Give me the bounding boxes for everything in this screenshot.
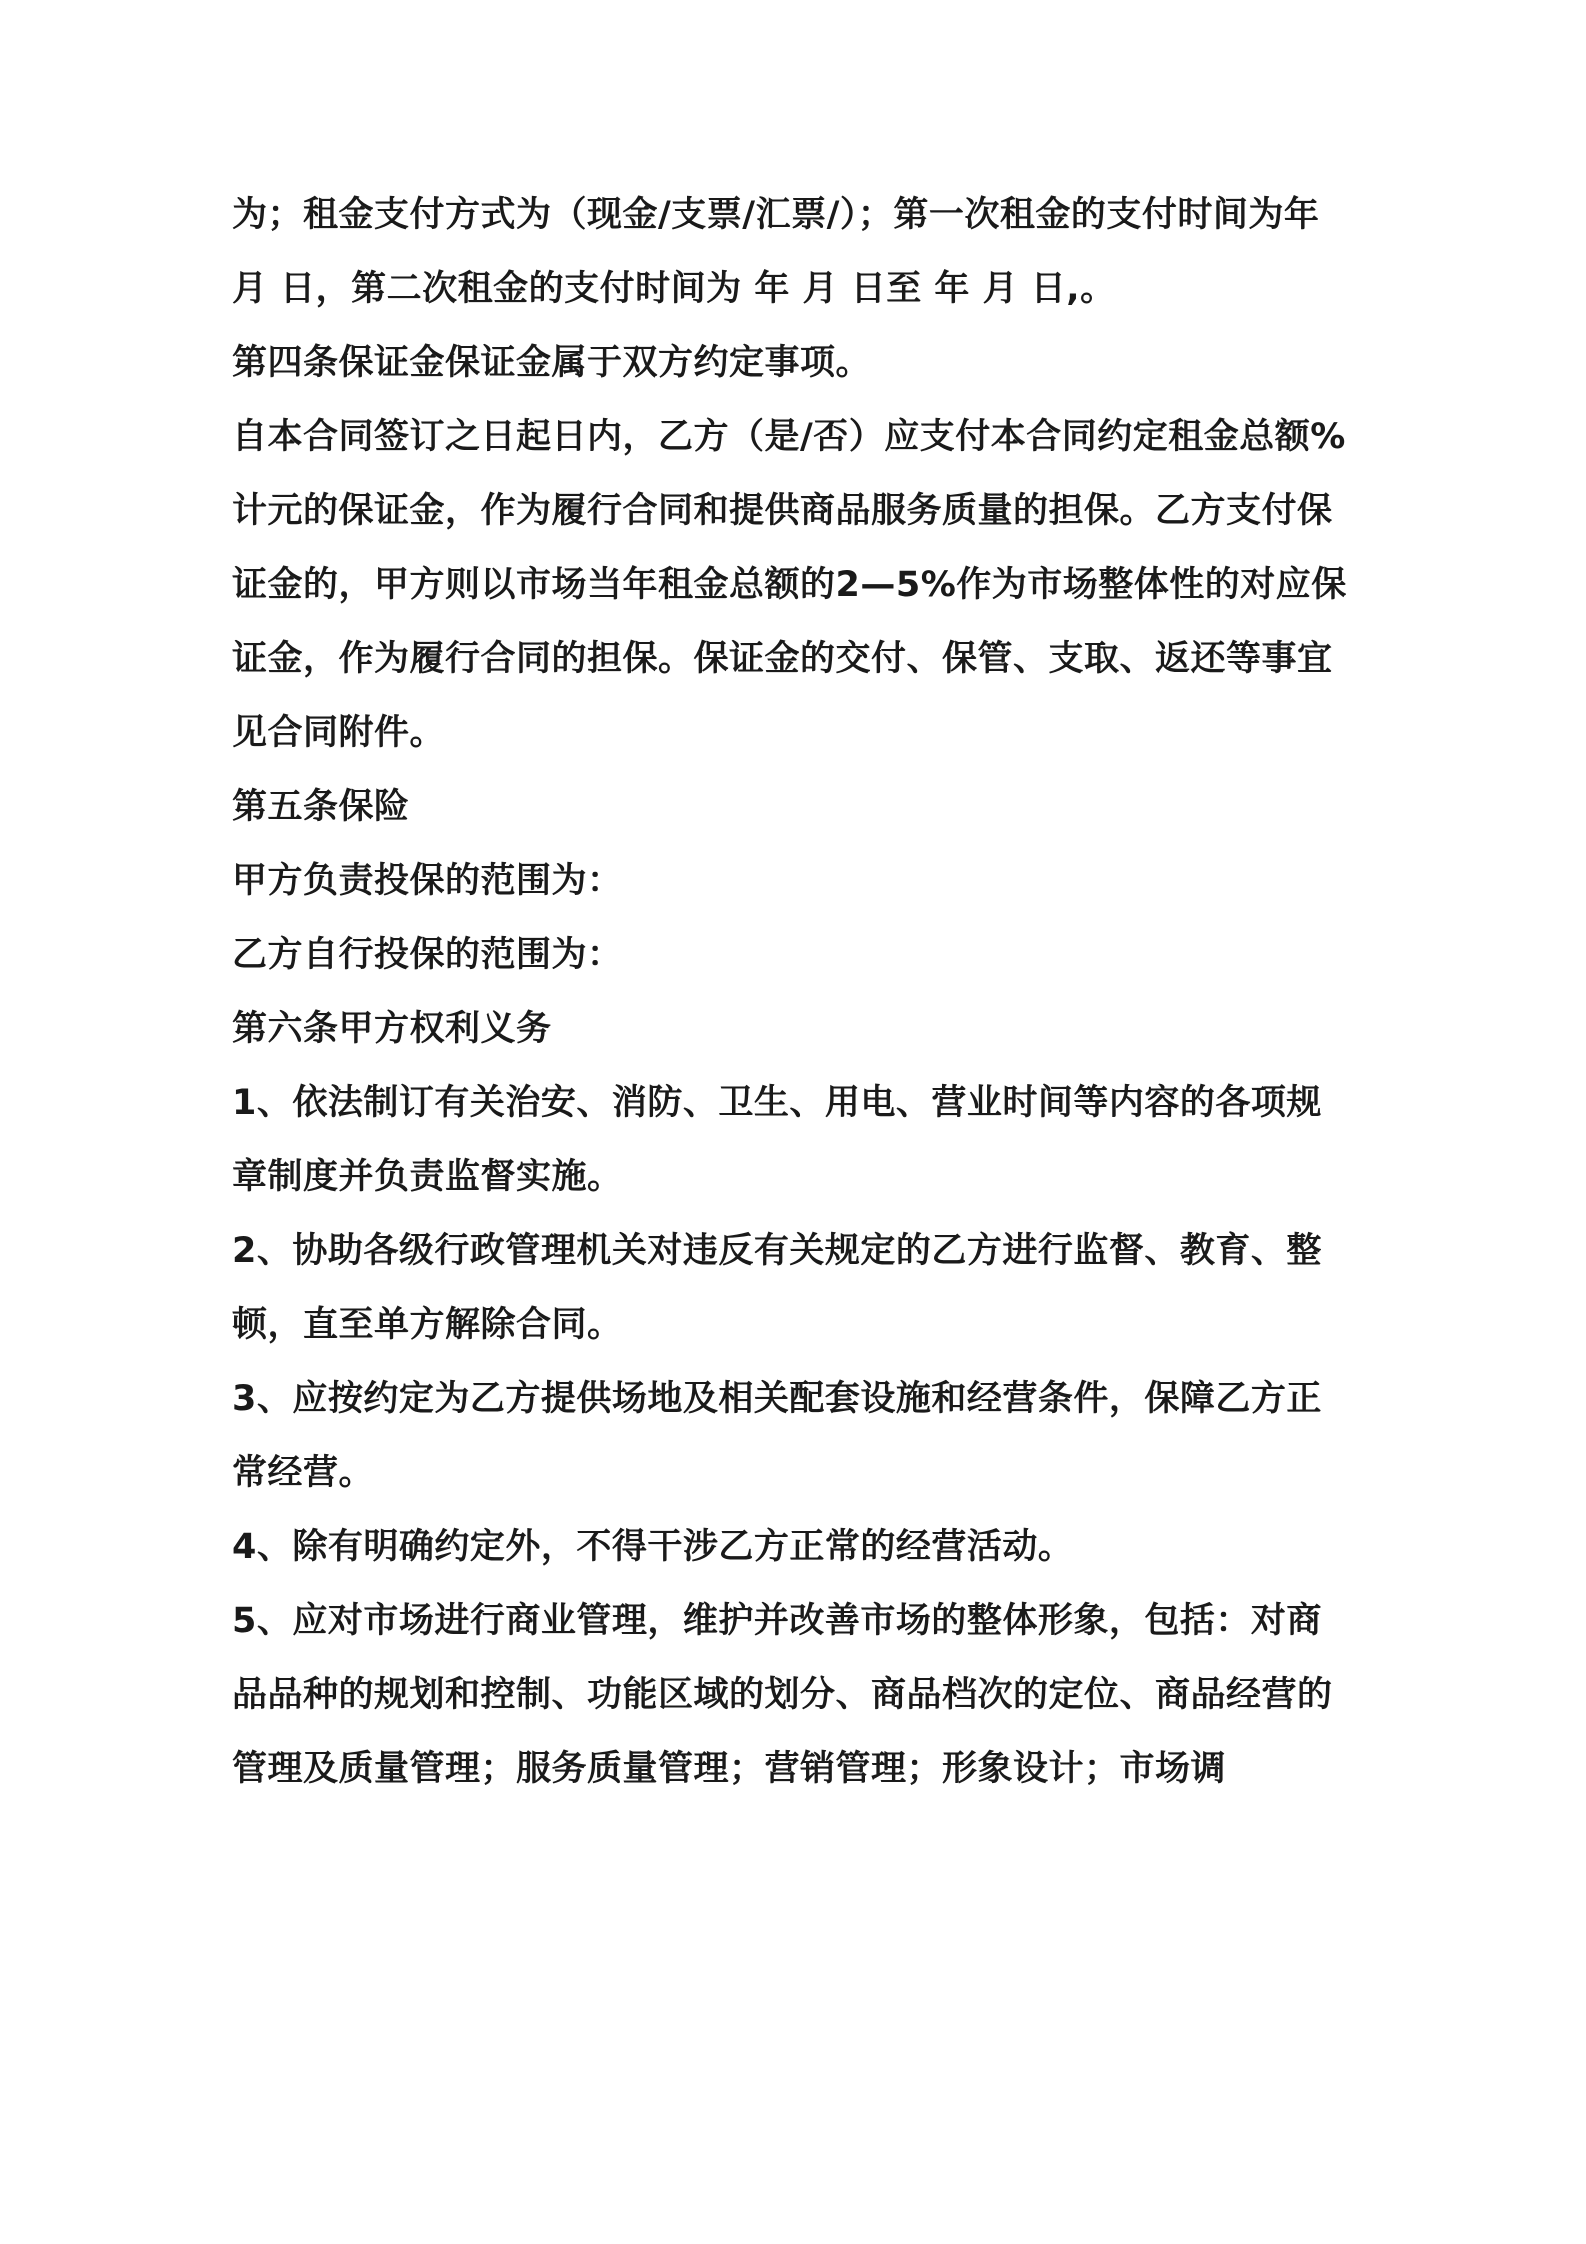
paragraph: 3、应按约定为乙方提供场地及相关配套设施和经营条件，保障乙方正常经营。 xyxy=(232,1379,1322,1493)
paragraph: 第六条甲方权利义务 xyxy=(232,1009,552,1049)
paragraph: 第四条保证金保证金属于双方约定事项。 xyxy=(232,343,872,383)
paragraph: 乙方自行投保的范围为： xyxy=(232,935,623,975)
paragraph: 自本合同签订之日起日内，乙方（是/否）应支付本合同约定租金总额%计元的保证金，作为履行合同和提供商品服务质量的担保。乙方支付保证金的，甲方则以市场当年租金总额的2—5%作为市场整体性的对应保证金，作为履行合同的担保。保证金的交付、保管、支取、返还等事宜见合同附件。 xyxy=(232,417,1347,753)
document-body xyxy=(232,178,1352,1806)
paragraph: 第五条保险 xyxy=(232,787,410,827)
paragraph: 1、依法制订有关治安、消防、卫生、用电、营业时间等内容的各项规章制度并负责监督实施。 xyxy=(232,1083,1322,1197)
paragraph: 2、协助各级行政管理机关对违反有关规定的乙方进行监督、教育、整顿，直至单方解除合同。 xyxy=(232,1231,1322,1345)
paragraph: 为；租金支付方式为（现金/支票/汇票/）；第一次租金的支付时间为年 月 日，第二次租金的支付时间为 年 月 日至 年 月 日,。 xyxy=(232,195,1333,309)
paragraph: 5、应对市场进行商业管理，维护并改善市场的整体形象，包括：对商品品种的规划和控制、功能区域的划分、商品档次的定位、商品经营的管理及质量管理；服务质量管理；营销管理；形象设计；市场调 xyxy=(232,1601,1333,1789)
paragraph: 甲方负责投保的范围为： xyxy=(232,861,623,901)
paragraph: 4、除有明确约定外，不得干涉乙方正常的经营活动。 xyxy=(232,1527,1074,1567)
